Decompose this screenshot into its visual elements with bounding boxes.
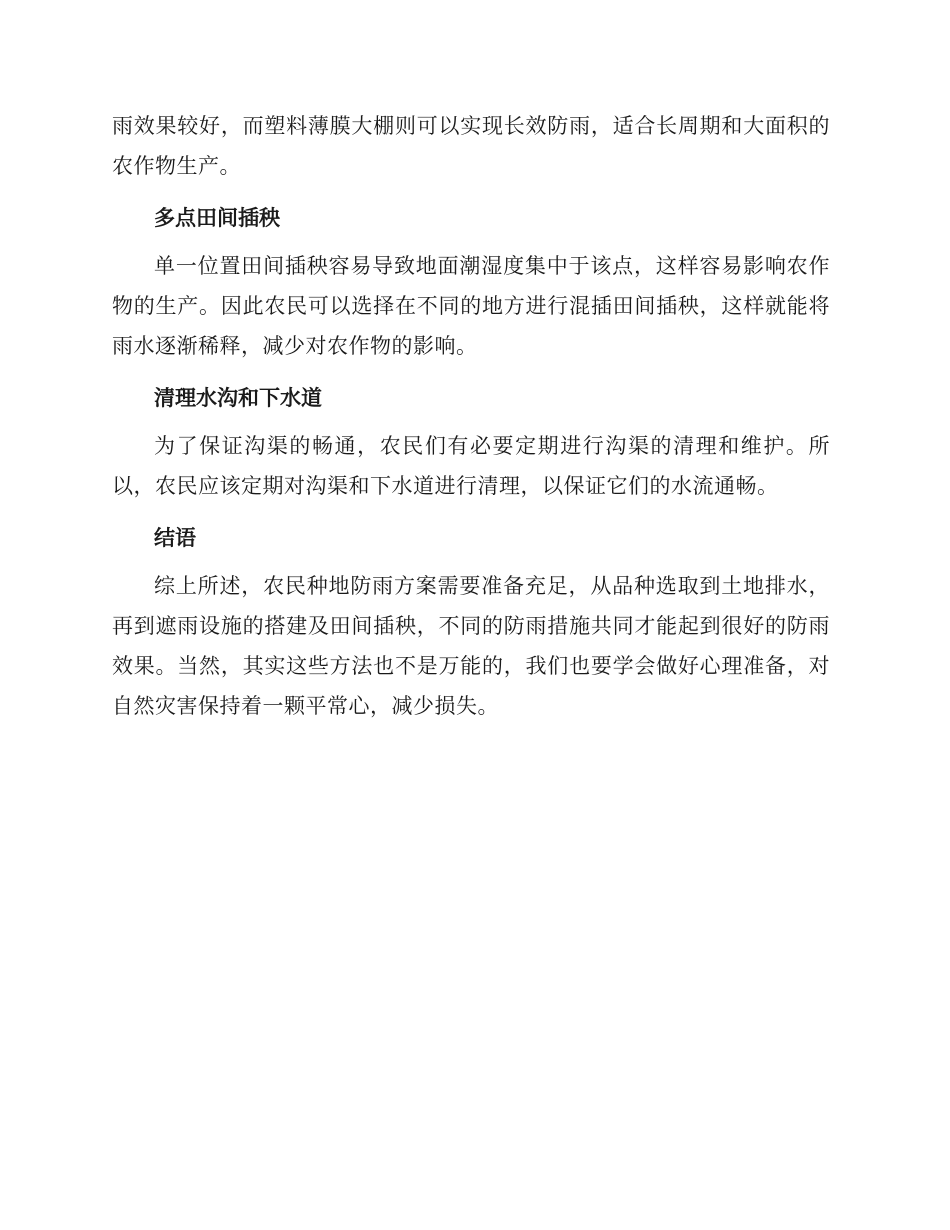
section-heading-conclusion: 结语 (154, 526, 196, 550)
intro-paragraph: 雨效果较好，而塑料薄膜大棚则可以实现长效防雨，适合长周期和大面积的农作物生产。 (112, 114, 830, 178)
document-page (112, 106, 830, 726)
section-heading-clean-ditches: 清理水沟和下水道 (154, 386, 322, 410)
section-body-multi-point-transplanting: 单一位置田间插秧容易导致地面潮湿度集中于该点，这样容易影响农作物的生产。因此农民可以选择在不同的地方进行混插田间插秧，这样就能将雨水逐渐稀释，减少对农作物的影响。 (112, 254, 830, 358)
section-heading-multi-point-transplanting: 多点田间插秧 (154, 206, 280, 230)
section-body-conclusion: 综上所述，农民种地防雨方案需要准备充足，从品种选取到土地排水，再到遮雨设施的搭建及田间插秧，不同的防雨措施共同才能起到很好的防雨效果。当然，其实这些方法也不是万能的，我们也要学会做好心理准备，对自然灾害保持着一颗平常心，减少损失。 (112, 574, 830, 718)
section-body-clean-ditches: 为了保证沟渠的畅通，农民们有必要定期进行沟渠的清理和维护。所以，农民应该定期对沟渠和下水道进行清理，以保证它们的水流通畅。 (112, 434, 830, 498)
